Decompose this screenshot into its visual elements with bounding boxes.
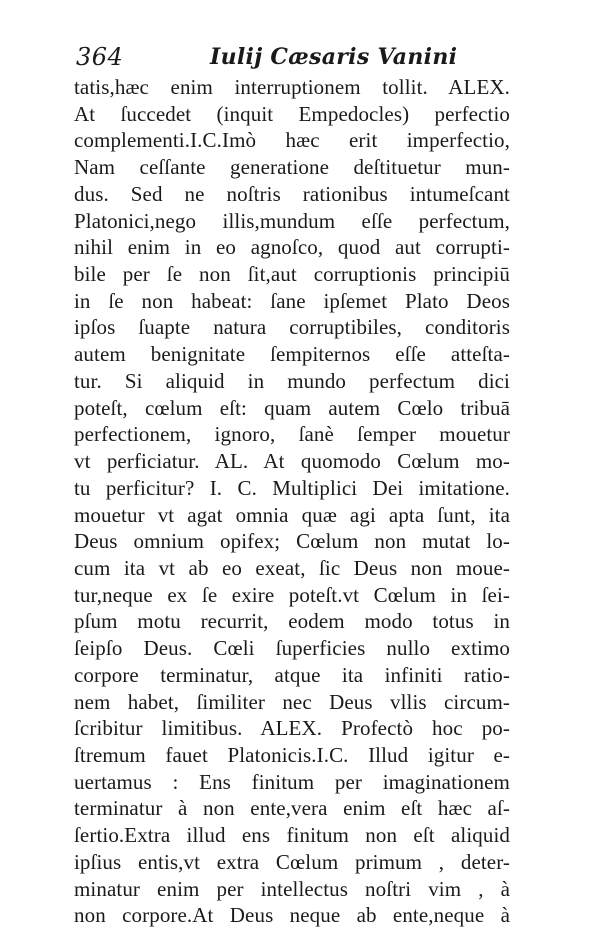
text-line: tu perficitur? I. C. Multiplici Dei imitatione. xyxy=(74,475,510,500)
text-line: cum ita vt ab eo exeat, ſic Deus non moue- xyxy=(74,555,510,580)
text-line: non corpore.At Deus neque ab ente,neque à xyxy=(74,903,510,928)
text-line: pſum motu recurrit, eodem modo totus in xyxy=(74,609,510,634)
text-line: tatis,hæc enim interruptionem tollit. ALEX. xyxy=(74,75,510,99)
text-line: ipſius entis,vt extra Cœlum primum , deter- xyxy=(74,849,510,874)
text-line: Deus omnium opifex; Cœlum non mutat lo- xyxy=(74,529,510,554)
text-line: dus. Sed ne noſtris rationibus intumeſcant xyxy=(74,181,510,206)
text-line: bile per ſe non ſit,aut corruptionis principiū xyxy=(74,262,510,287)
text-line: complementi.I.C.Imò hæc erit imperfectio, xyxy=(74,128,510,153)
text-line: tur. Si aliquid in mundo perfectum dici xyxy=(74,368,510,393)
text-line: terminatur à non ente,vera enim eſt hæc aſ- xyxy=(74,796,510,821)
body-text xyxy=(74,74,510,929)
page-header xyxy=(76,40,516,74)
text-line: in ſe non habeat: ſane ipſemet Plato Deos xyxy=(74,288,510,313)
text-line: ſtremum fauet Platonicis.I.C. Illud igitur e- xyxy=(74,742,510,767)
text-line: autem benignitate ſempiternos eſſe atteſta- xyxy=(74,342,510,367)
text-line: Nam ceſſante generatione deſtituetur mun- xyxy=(74,155,510,180)
text-line: nihil enim in eo agnoſco, quod aut corrupti- xyxy=(74,235,510,260)
text-line: perfectionem, ignoro, ſanè ſemper mouetur xyxy=(74,422,510,447)
text-line: vt perficiatur. AL. At quomodo Cœlum mo- xyxy=(74,449,510,474)
text-line: nem habet, ſimiliter nec Deus vllis circum- xyxy=(74,689,510,714)
text-line: ſertio.Extra illud ens finitum non eſt aliquid xyxy=(74,823,510,848)
text-line: ſeipſo Deus. Cœli ſuperficies nullo extimo xyxy=(74,636,510,661)
running-head: Iulij Cæsaris Vanini xyxy=(210,44,458,70)
text-line: mouetur vt agat omnia quæ agi apta ſunt, ita xyxy=(74,502,510,527)
text-line: poteſt, cœlum eſt: quam autem Cœlo tribuā xyxy=(74,395,510,420)
text-line: minatur enim per intellectus noſtri vim , à xyxy=(74,876,510,901)
text-line: ſcribitur limitibus. ALEX. Profectò hoc po- xyxy=(74,716,510,741)
text-line: ipſos ſuapte natura corruptibiles, conditoris xyxy=(74,315,510,340)
text-line: corpore terminatur, atque ita infiniti ratio- xyxy=(74,662,510,687)
text-line: Platonici,nego illis,mundum eſſe perfectum, xyxy=(74,208,510,233)
text-line: tur,neque ex ſe exire poteſt.vt Cœlum in ſei- xyxy=(74,582,510,607)
text-line: uertamus : Ens finitum per imaginationem xyxy=(74,769,510,794)
page-number: 364 xyxy=(76,43,124,71)
text-line: At ſuccedet (inquit Empedocles) perfectio xyxy=(74,101,510,126)
